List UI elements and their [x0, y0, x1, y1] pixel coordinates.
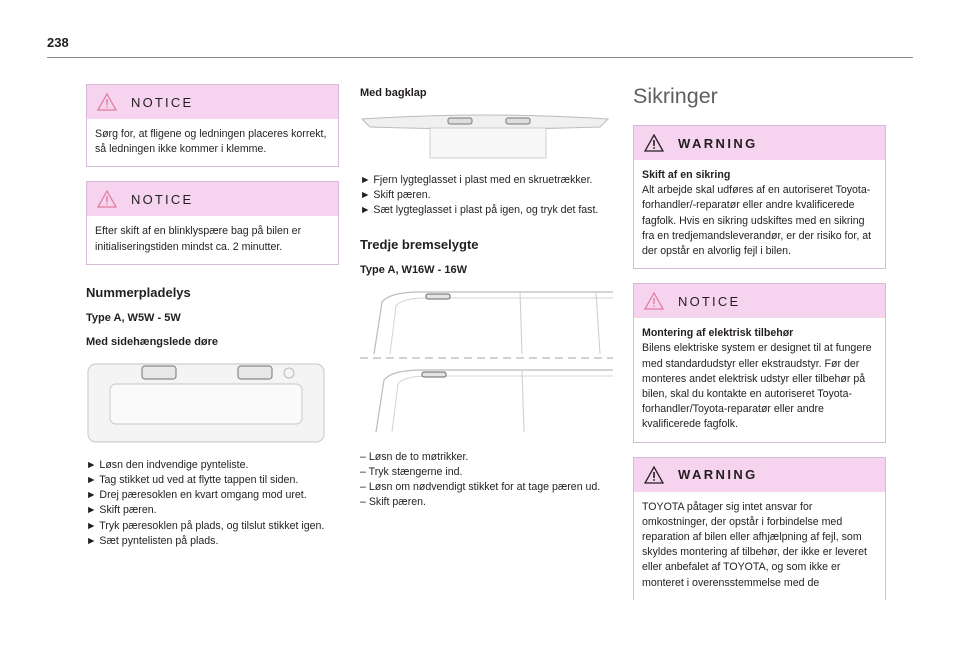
warning-text: TOYOTA påtager sig intet ansvar for omkostninger, der opstår i forbindelse med reparation af bilen eller afhjælpning af fejl, som skyldes montering af tilbehør, der ikke er leveret eller anbefalet af TOYOTA, og som ikke er monteret i overensstemmelse med de	[642, 500, 867, 589]
notice-label: NOTICE	[131, 191, 194, 207]
step: – Tryk stængerne ind.	[360, 465, 463, 478]
subsection-title: Med sidehængslede døre	[86, 335, 219, 348]
notice-text: Bilens elektriske system er designet til at fungere med standardudstyr eller ekstraudstyr. Før der monteres andet elektrisk udstyr eller tilbehør på bilen, skal du kontakte en autoriseret Toyota-forhandler/Toyota-reparatør eller andre kvalificerede fagfolk.	[642, 342, 872, 431]
step: ► Løsn den indvendige pynteliste.	[86, 458, 249, 471]
column-2	[360, 84, 613, 510]
warning-icon	[644, 466, 664, 484]
caution-icon	[97, 93, 117, 111]
page-number: 238	[47, 35, 69, 50]
step: ► Tag stikket ud ved at flytte tappen til siden.	[86, 474, 299, 487]
warning-icon	[644, 134, 664, 152]
step: ► Skift pæren.	[86, 504, 157, 517]
warning-heading: Skift af en sikring	[642, 169, 731, 181]
column-1	[86, 84, 339, 549]
step: ► Sæt pyntelisten på plads.	[86, 534, 219, 547]
caution-icon	[97, 190, 117, 208]
notice-heading: Montering af elektrisk tilbehør	[642, 327, 794, 340]
warning-label: WARNING	[678, 467, 758, 483]
step: – Løsn de to møtrikker.	[360, 450, 469, 463]
warning-label: WARNING	[678, 135, 758, 151]
section-title-license-plate: Nummerpladelys	[86, 284, 191, 300]
tailgate-light-illustration	[360, 111, 610, 161]
warning-text: Alt arbejde skal udføres af en autoriseret Toyota-forhandler/-reparatør eller andre kvalificerede fagfolk. Hvis en sikring udskiftes med en sikring fra en tredjemandsleverandør, er der risiko for, at der opstår en alvorlig fejl i bilen.	[642, 184, 872, 258]
notice-text: Efter skift af en blinklyspære bag på bilen er initialiseringstiden mindst ca. 2 minutter.	[95, 225, 302, 253]
step: ► Drej pæresoklen en kvart omgang mod uret.	[86, 489, 307, 502]
caution-icon	[644, 292, 664, 310]
bulb-type: Type A, W16W - 16W	[360, 263, 467, 276]
license-plate-light-illustration	[86, 360, 326, 446]
step: ► Sæt lygteglasset i plast på igen, og tryk det fast.	[360, 204, 599, 217]
warning-box-1	[633, 125, 886, 269]
subsection-title-tailgate: Med bagklap	[360, 87, 427, 99]
section-title-brake-light: Tredje bremselygte	[360, 236, 479, 252]
header-divider	[47, 57, 913, 58]
notice-box-1	[86, 84, 339, 167]
notice-label: NOTICE	[678, 293, 741, 309]
warning-box-2	[633, 457, 886, 600]
notice-label: NOTICE	[131, 94, 194, 110]
column-3	[633, 84, 886, 614]
notice-text: Sørg for, at fligene og ledningen placeres korrekt, så ledningen ikke kommer i klemme.	[95, 128, 327, 156]
step: ► Fjern lygteglasset i plast med en skruetrækker.	[360, 174, 593, 186]
third-brake-light-illustration	[360, 288, 613, 438]
step: – Skift pæren.	[360, 496, 426, 509]
section-title-fuses: Sikringer	[633, 84, 718, 108]
step: ► Skift pæren.	[360, 189, 431, 202]
step: ► Tryk pæresoklen på plads, og tilslut stikket igen.	[86, 519, 325, 532]
bulb-type: Type A, W5W - 5W	[86, 311, 181, 324]
notice-box-3	[633, 283, 886, 442]
step: – Løsn om nødvendigt stikket for at tage pæren ud.	[360, 481, 601, 494]
notice-box-2	[86, 181, 339, 264]
